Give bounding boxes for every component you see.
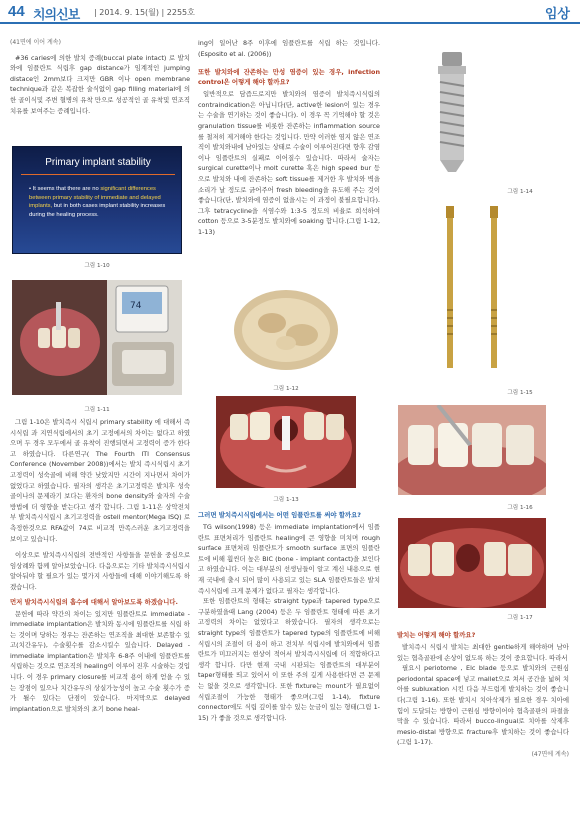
subheading: 또한 발치와에 잔존하는 만성 염증이 있는 경우, infection control은 어떻게 해야 할까요?	[198, 68, 380, 87]
figure-1-12-photo	[216, 285, 356, 375]
body-paragraph: ing이 일어난 8주 이후에 임플란트를 식립 하는 것입니다.(Esposito et al. (2006))	[198, 39, 380, 58]
page-header	[0, 0, 580, 24]
slide-title: Primary implant stability	[45, 157, 151, 168]
column-2-top	[198, 38, 380, 238]
column-1-top	[10, 38, 190, 116]
figure-caption: 그림 1-17	[507, 615, 533, 621]
figure-1-15-photo	[402, 200, 542, 375]
subheading: 발치는 어떻게 해야 할까요?	[397, 631, 476, 639]
page-number: 44	[8, 3, 25, 20]
body-paragraph: TG wilson(1998) 등은 immediate implantation에서 임플란트 표면처리가 임플란트 healing에 큰 영향을 미치며 rough surface 표면처리 임플란트가 smooth surface 표면의 임플란트에 비해 훨씬더 높은 BIC (bone - implant contact)을 보인다고 하였습니다. 이는 대부분의 선생님들이 알고 계신 내용으로 현재 국내에 출시 되어 많이 사용되고 있는 SLA 임플란트들은 발치즉시식립에 크게 문제가 없다고 필자는 생각합니다.	[198, 523, 380, 595]
column-3-bottom	[397, 630, 569, 761]
figure-caption: 그림 1-15	[507, 390, 533, 396]
section-label: 임상	[544, 7, 570, 22]
figure-1-16-photo	[398, 405, 546, 495]
body-paragraph: 그림 1-10은 발치즉시 식립시 primary stability 에 대해서 즉시식립 과 지연식립에서의 초기 고정에서의 차이는 없다고 하였으며 두 경우 모두에서 골 유착이 진행되면서 고정력이 증가 한다고 하였습니다. 다른연구( The Fourth ITI Consensus Conference (November 2008))에서는 발치 즉시식립시 초기고정력이 성숙골에 비해 약간 낮았지만 시간이 지나면서 차이가 없었다고 하였습니다. 필자의 생각은 초기고정력은 발치후 성숙골이나의 문제라기 보다는 환자의 bone density와 술자의 수술 방법에 더 영향을 받는다고 생각 합니다. 그림 1-11은 상악전치부 발치즉시식립시 초기고정력을 ostell mentor(Mega ISQ) 로 측정한것으로 RFA값이 74로 비교적 만족스러운 초기고정력을 보이고 있습니다.	[10, 418, 190, 543]
figure-caption: 그림 1-10	[84, 263, 110, 269]
body-paragraph: 문헌에 따라 약간의 차이는 있지만 임플란트로 immediate - immediate implantation은 발치와 동시에 임플란트를 식립 하는 것이며 당하는 경우는 잔존하는 연조직을 최대한 보존할수 있고(치간유두), 수술횟수를 감소시킬수 있습니다. Delayed - immediate implantation은 발치후 6-8주 이내에 임플란트를 식립하는 것으로 연조직의 healing이 이루어 진후 시술하는 것입니다. 이 경우 primary closure를 비교적 용이 하게 얻을 수 있는 장점이 있으나 치간유두의 상실가능성이 높고 수술 횟수가 증가 될수 있다는 단점이 있습니다. 마지막으로 delayed implantation으로 발치와의 초기 bone heal-	[10, 609, 190, 713]
continued-to: (47면에 계속)	[531, 750, 569, 758]
body-paragraph: 또한 임플란트의 형태는 straight type과 tapered type으로 구분하였을때 Lang (2004) 등은 두 임플란트 형태에 따른 초기 고정력의 차이는 없었다고 하였습니다. 필자의 생각으로는 straight type의 임플란트가 tapered type의 임플란트에 비해 식립시의 조절이 더 용이 하고 전치부 식립시에 발치와에서 임플란트가 미끄러지는 현상이 적어서 발치즉시식립에 더 적합하다고 생각 합니다. 다만 현재 국내 시판되는 임플란트의 대부분이 taper형태를 띄고 있어서 이 또한 주의 깊게 사용한다면 큰 문제는 없을 것으로 생각합니다. 또한 fixture는 mount가 필요없이 식립조절이 가능한 형태가 좋으며(그림 1-14), fixture connector에도 식립 깊이를 알수 있는 눈금이 있는 형태(그림 1-15) 가 좋을 것으로 생각합니다.	[198, 597, 380, 722]
figure-1-14-photo	[402, 48, 502, 176]
slide-bullet: • It seems that there are no significant differences between primary stability of immediate and delayed implants, but in both cases implant stability increases during the healing process.	[29, 186, 166, 218]
slide-divider	[21, 174, 175, 175]
body-paragraph: 발치즉시 식립시 발치는 최대한 gentle하게 해야하며 남아있는 협측골판에 손상이 없도록 하는 것이 중요합니다. 따라서	[397, 643, 569, 662]
figure-1-10-slide	[12, 146, 182, 254]
subheading: 먼저 발치즉시식립의 흡수에 대해서 알아보도록 하겠습니다.	[10, 597, 178, 606]
column-1-bottom	[10, 417, 190, 714]
figure-1-13-photo	[216, 396, 356, 488]
paper-name: 치의신보	[33, 8, 80, 23]
figure-caption: 그림 1-13	[273, 497, 299, 503]
figure-1-11-photo	[12, 280, 182, 395]
subheading: 그러면 발치즉시식립에서는 어떤 임플란트를 써야 할까요?	[198, 511, 361, 519]
issue-date: | 2014. 9. 15(월) | 2255호	[94, 8, 195, 17]
body-paragraph: 이상으로 발치즉시식립의 전반적인 사항들을 문헌을 중심으로 임상례와 함께 알아보았습니다. 다음으로는 기타 발치즉시식립시 알아둬야 할 필요가 있는 몇가지 사항들에 대해 이야기해도록 하겠습니다.	[10, 551, 190, 591]
body-paragraph: 필요시 periotome , Elc blade 등으로 발치와의 근원심 periodontal space에 넣고 mallet으로 쳐서 공간을 넓혀 치아를 subluxation 시킨 다음 부드럽게 발치하는 것이 좋습니다(그림 1-16). 또한 발치시 치아삭제가 필요한 경우 치아에 힘이 도달되는 방향이 근원심 방향이어야 협측골판의 파절을 막을 수 있습니다. 따라서 bucco-lingual로 치아를 삭제후 mesio-distal 방향으로 fracture후 발치하는 것이 좋습니다(그림 1-17).	[397, 664, 569, 747]
figure-1-17-photo	[398, 518, 546, 608]
figure-caption: 그림 1-14	[507, 189, 533, 195]
slide-highlight: significant differences between primary stability of immediate and delayed implants,	[29, 186, 161, 210]
figure-caption: 그림 1-16	[507, 505, 533, 511]
intro-paragraph: #36 caries에 의한 발치 증례(buccal plate intact) 로 발치와에 임플란트 식립후 gap distance가 임계적인 jumping distace인 2mm보다 크지만 GBR 이나 open membrane technique과 같은 복잡한 술식없이 gap filling material에 의한 골이식및 주변 혈병의 유착 만으로 성공적인 골 유착및 연조직 치유를 보여주는 증례입니다.	[10, 53, 190, 115]
bullet-dot: •	[29, 186, 33, 192]
column-2-bottom	[198, 506, 380, 723]
figure-caption: 그림 1-12	[273, 386, 299, 392]
figure-caption: 그림 1-11	[84, 407, 110, 413]
continued-from: (41면에 이어 계속)	[10, 39, 61, 46]
svg-text:74: 74	[130, 301, 142, 311]
body-paragraph: 일반적으로 담즙드로지만 발치와의 염증이 발치즉시식립의 contraindication은 아닙니다(단, active한 lesion이 있는 경우는 수술을 연기하는 것이 좋습니다). 이 경우 꼭 기억해야 할 것은 granulation tissue를 비롯한 잔존하는 inflammation source를 철저히 제거해야 한다는 것입니다. 만약 이러한 염지 않은 연조직이 발치와내에 남아있는 상태로 수술이 이루어진다면 향후 감염이나 임플란트의 실패로 이어질수 있습니다. 따라서 술자는 surgical curette이나 molt curette 혹은 high speed bur 등으로 발치와 내에 잔존하는 soft tissue를 제거한 후 발치와 벽을 소리가 날 정도로 긁어주어 fresh bleeding을 유도해 주는 것이 좋습니다(단, 발치와에 염증이 없을시는 이 과정이 불필요합니다). 그후 tetracycline을 식염수와 1:3-5 정도의 비율로 희석하여 cotton 등으로 3-5분정도 발치와에 soaking 합니다.(그림 1-12, 1-13)	[198, 90, 380, 236]
